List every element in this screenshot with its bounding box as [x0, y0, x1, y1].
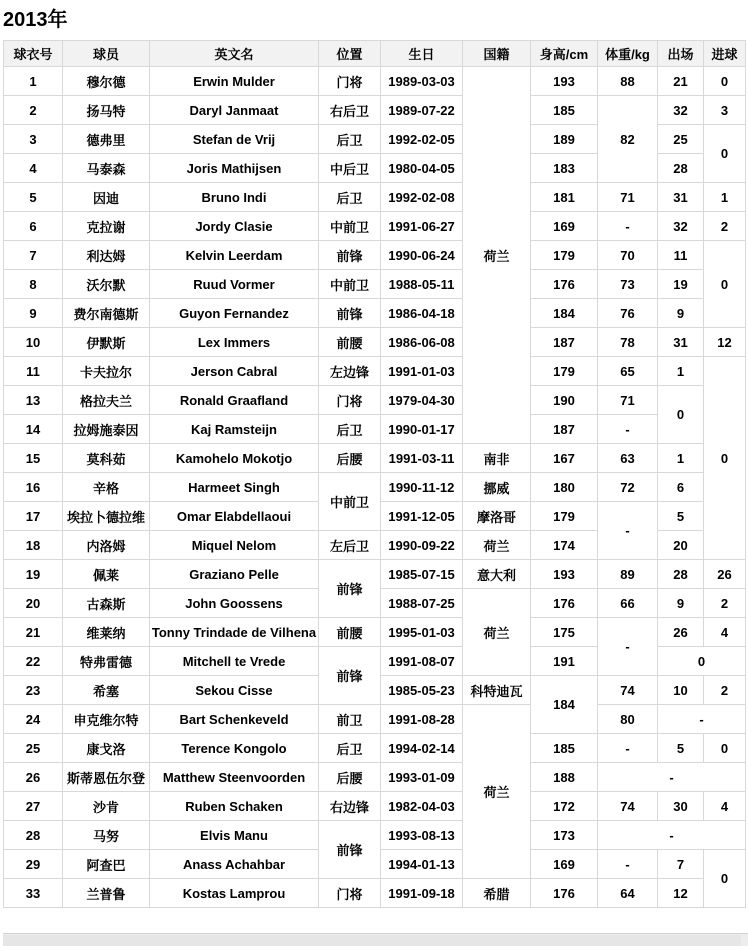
table-cell: 0	[658, 647, 746, 676]
table-cell: Matthew Steenvoorden	[150, 763, 319, 792]
table-cell: 88	[598, 67, 658, 96]
table-cell: Harmeet Singh	[150, 473, 319, 502]
table-cell: 20	[658, 531, 704, 560]
table-cell: Joris Mathijsen	[150, 154, 319, 183]
table-cell: 1	[4, 67, 63, 96]
table-cell: 左边锋	[319, 357, 381, 386]
table-cell: 1979-04-30	[381, 386, 463, 415]
table-cell: 26	[658, 618, 704, 647]
table-cell: 摩洛哥	[463, 502, 531, 531]
table-row	[4, 879, 746, 908]
table-cell: 中前卫	[319, 473, 381, 531]
table-cell: 左后卫	[319, 531, 381, 560]
table-cell: 沃尔默	[63, 270, 150, 299]
table-cell: 73	[598, 270, 658, 299]
table-cell: Kostas Lamprou	[150, 879, 319, 908]
table-cell: Sekou Cisse	[150, 676, 319, 705]
table-row	[4, 763, 746, 792]
table-cell: 1990-11-12	[381, 473, 463, 502]
table-cell: 前腰	[319, 618, 381, 647]
table-cell: Bart Schenkeveld	[150, 705, 319, 734]
table-row	[4, 183, 746, 212]
table-cell: 荷兰	[463, 705, 531, 879]
table-cell: 7	[658, 850, 704, 879]
table-cell: 1992-02-05	[381, 125, 463, 154]
table-cell: 31	[658, 328, 704, 357]
table-cell: 卡夫拉尔	[63, 357, 150, 386]
table-cell: 1991-06-27	[381, 212, 463, 241]
table-cell: Ruud Vormer	[150, 270, 319, 299]
table-cell: -	[598, 734, 658, 763]
table-cell: 扬马特	[63, 96, 150, 125]
table-cell: 1993-08-13	[381, 821, 463, 850]
table-cell: 74	[598, 676, 658, 705]
table-cell: Elvis Manu	[150, 821, 319, 850]
table-cell: 185	[531, 734, 598, 763]
horizontal-scrollbar-thumb[interactable]	[3, 935, 741, 946]
table-cell: 26	[4, 763, 63, 792]
col-header-goals: 进球	[704, 41, 746, 67]
table-cell: 1991-01-03	[381, 357, 463, 386]
table-row	[4, 705, 746, 734]
table-cell: -	[658, 705, 746, 734]
table-cell: 18	[4, 531, 63, 560]
table-cell: 前卫	[319, 705, 381, 734]
table-cell: 14	[4, 415, 63, 444]
table-cell: 1982-04-03	[381, 792, 463, 821]
table-cell: 荷兰	[463, 67, 531, 444]
table-cell: 1989-03-03	[381, 67, 463, 96]
table-cell: 8	[4, 270, 63, 299]
table-cell: 176	[531, 879, 598, 908]
table-cell: 伊默斯	[63, 328, 150, 357]
table-cell: 0	[704, 241, 746, 328]
table-cell: 181	[531, 183, 598, 212]
table-cell: 德弗里	[63, 125, 150, 154]
table-cell: 康戈洛	[63, 734, 150, 763]
table-cell: 1991-08-07	[381, 647, 463, 676]
table-cell: 184	[531, 299, 598, 328]
table-cell: 70	[598, 241, 658, 270]
table-cell: 前锋	[319, 560, 381, 618]
table-row	[4, 560, 746, 589]
table-row	[4, 444, 746, 473]
table-cell: 82	[598, 96, 658, 183]
table-cell: 内洛姆	[63, 531, 150, 560]
table-cell: 阿查巴	[63, 850, 150, 879]
table-cell: 89	[598, 560, 658, 589]
table-cell: 78	[598, 328, 658, 357]
table-cell: 克拉谢	[63, 212, 150, 241]
col-header-birthday: 生日	[381, 41, 463, 67]
table-cell: 185	[531, 96, 598, 125]
table-header-row	[4, 41, 746, 67]
horizontal-scrollbar[interactable]	[3, 933, 748, 946]
table-cell: 184	[531, 676, 598, 734]
squad-roster-table	[3, 40, 746, 908]
table-cell: 76	[598, 299, 658, 328]
table-cell: 80	[598, 705, 658, 734]
table-cell: -	[598, 821, 746, 850]
table-cell: 4	[704, 792, 746, 821]
table-cell: 1991-08-28	[381, 705, 463, 734]
table-cell: 24	[4, 705, 63, 734]
table-cell: 190	[531, 386, 598, 415]
table-cell: 因迪	[63, 183, 150, 212]
table-cell: 30	[658, 792, 704, 821]
table-cell: 1992-02-08	[381, 183, 463, 212]
table-cell: 门将	[319, 67, 381, 96]
table-cell: 1986-04-18	[381, 299, 463, 328]
table-cell: Graziano Pelle	[150, 560, 319, 589]
table-cell: 后卫	[319, 125, 381, 154]
table-row	[4, 67, 746, 96]
table-cell: -	[598, 212, 658, 241]
table-cell: 167	[531, 444, 598, 473]
table-cell: 191	[531, 647, 598, 676]
table-cell: 21	[658, 67, 704, 96]
table-cell: John Goossens	[150, 589, 319, 618]
table-cell: Terence Kongolo	[150, 734, 319, 763]
table-cell: 后腰	[319, 763, 381, 792]
table-cell: 1985-05-23	[381, 676, 463, 705]
table-cell: 11	[658, 241, 704, 270]
table-cell: 175	[531, 618, 598, 647]
table-cell: 189	[531, 125, 598, 154]
table-header	[4, 41, 746, 67]
table-cell: 荷兰	[463, 589, 531, 676]
table-cell: 4	[704, 618, 746, 647]
table-cell: 1989-07-22	[381, 96, 463, 125]
table-cell: 29	[4, 850, 63, 879]
table-cell: 1990-09-22	[381, 531, 463, 560]
table-cell: 拉姆施泰因	[63, 415, 150, 444]
table-cell: Ronald Graafland	[150, 386, 319, 415]
table-cell: 费尔南德斯	[63, 299, 150, 328]
col-header-appearances: 出场	[658, 41, 704, 67]
table-cell: Omar Elabdellaoui	[150, 502, 319, 531]
table-cell: 中前卫	[319, 212, 381, 241]
table-row	[4, 357, 746, 386]
table-cell: 179	[531, 502, 598, 531]
table-cell: 古森斯	[63, 589, 150, 618]
table-cell: -	[598, 850, 658, 879]
table-cell: 13	[4, 386, 63, 415]
table-cell: 挪威	[463, 473, 531, 502]
table-cell: 64	[598, 879, 658, 908]
table-cell: 佩莱	[63, 560, 150, 589]
table-cell: 183	[531, 154, 598, 183]
col-header-player: 球员	[63, 41, 150, 67]
table-cell: 74	[598, 792, 658, 821]
table-cell: 沙肯	[63, 792, 150, 821]
table-cell: 9	[658, 589, 704, 618]
table-cell: 2	[704, 212, 746, 241]
table-cell: Jordy Clasie	[150, 212, 319, 241]
table-cell: 兰普鲁	[63, 879, 150, 908]
table-cell: 1988-07-25	[381, 589, 463, 618]
table-cell: 17	[4, 502, 63, 531]
table-cell: -	[598, 618, 658, 676]
col-header-nationality: 国籍	[463, 41, 531, 67]
table-row	[4, 270, 746, 299]
table-cell: 前锋	[319, 821, 381, 879]
table-row	[4, 618, 746, 647]
table-row	[4, 212, 746, 241]
table-cell: 南非	[463, 444, 531, 473]
table-cell: 19	[658, 270, 704, 299]
table-row	[4, 328, 746, 357]
table-cell: 格拉夫兰	[63, 386, 150, 415]
table-cell: 希腊	[463, 879, 531, 908]
table-cell: 维莱纳	[63, 618, 150, 647]
table-cell: 门将	[319, 386, 381, 415]
table-cell: 179	[531, 357, 598, 386]
table-cell: 埃拉卜德拉维	[63, 502, 150, 531]
table-cell: Guyon Fernandez	[150, 299, 319, 328]
table-cell: 门将	[319, 879, 381, 908]
table-cell: 莫科茹	[63, 444, 150, 473]
table-cell: 右后卫	[319, 96, 381, 125]
table-row	[4, 386, 746, 415]
table-cell: 前锋	[319, 647, 381, 705]
table-cell: 174	[531, 531, 598, 560]
table-cell: 1	[658, 444, 704, 473]
table-cell: 科特迪瓦	[463, 676, 531, 705]
table-cell: 12	[704, 328, 746, 357]
col-header-weight: 体重/kg	[598, 41, 658, 67]
table-cell: 穆尔德	[63, 67, 150, 96]
col-header-height: 身高/cm	[531, 41, 598, 67]
table-cell: 12	[658, 879, 704, 908]
table-row	[4, 473, 746, 502]
table-cell: 1994-01-13	[381, 850, 463, 879]
table-cell: 后卫	[319, 183, 381, 212]
table-cell: 10	[4, 328, 63, 357]
table-cell: 后腰	[319, 444, 381, 473]
table-cell: Lex Immers	[150, 328, 319, 357]
table-row	[4, 299, 746, 328]
table-cell: 27	[4, 792, 63, 821]
table-cell: 3	[704, 96, 746, 125]
table-cell: 187	[531, 328, 598, 357]
table-cell: Ruben Schaken	[150, 792, 319, 821]
col-header-position: 位置	[319, 41, 381, 67]
table-cell: 后卫	[319, 734, 381, 763]
table-row	[4, 821, 746, 850]
table-row	[4, 792, 746, 821]
table-cell: 斯蒂恩伍尔登	[63, 763, 150, 792]
table-cell: 马努	[63, 821, 150, 850]
table-cell: 5	[658, 502, 704, 531]
table-cell: 0	[704, 67, 746, 96]
table-cell: 187	[531, 415, 598, 444]
table-cell: 32	[658, 96, 704, 125]
table-cell: Tonny Trindade de Vilhena	[150, 618, 319, 647]
table-cell: 辛格	[63, 473, 150, 502]
table-cell: Jerson Cabral	[150, 357, 319, 386]
table-cell: 31	[658, 183, 704, 212]
table-cell: 0	[704, 125, 746, 183]
table-cell: 0	[704, 734, 746, 763]
table-cell: 11	[4, 357, 63, 386]
table-cell: 前锋	[319, 299, 381, 328]
table-cell: 右边锋	[319, 792, 381, 821]
table-cell: 65	[598, 357, 658, 386]
table-cell: 25	[4, 734, 63, 763]
table-cell: 2	[704, 589, 746, 618]
table-row	[4, 241, 746, 270]
col-header-english-name: 英文名	[150, 41, 319, 67]
table-cell: Stefan de Vrij	[150, 125, 319, 154]
table-cell: 179	[531, 241, 598, 270]
table-cell: 5	[4, 183, 63, 212]
table-cell: 22	[4, 647, 63, 676]
table-cell: 1994-02-14	[381, 734, 463, 763]
table-cell: Mitchell te Vrede	[150, 647, 319, 676]
table-cell: 7	[4, 241, 63, 270]
table-cell: Daryl Janmaat	[150, 96, 319, 125]
table-cell: 9	[658, 299, 704, 328]
table-cell: 63	[598, 444, 658, 473]
table-cell: 申克维尔特	[63, 705, 150, 734]
table-cell: 23	[4, 676, 63, 705]
col-header-jersey-number: 球衣号	[4, 41, 63, 67]
roster-table-body	[4, 67, 746, 908]
table-cell: 176	[531, 589, 598, 618]
table-cell: 意大利	[463, 560, 531, 589]
table-cell: 2	[4, 96, 63, 125]
table-cell: -	[598, 415, 658, 444]
table-cell: 1990-01-17	[381, 415, 463, 444]
table-cell: 16	[4, 473, 63, 502]
table-cell: 马泰森	[63, 154, 150, 183]
table-cell: Kaj Ramsteijn	[150, 415, 319, 444]
table-cell: 6	[4, 212, 63, 241]
table-cell: 1991-12-05	[381, 502, 463, 531]
table-cell: Kelvin Leerdam	[150, 241, 319, 270]
table-cell: 20	[4, 589, 63, 618]
table-cell: 32	[658, 212, 704, 241]
table-cell: 66	[598, 589, 658, 618]
table-cell: 169	[531, 850, 598, 879]
table-cell: 1980-04-05	[381, 154, 463, 183]
table-cell: 荷兰	[463, 531, 531, 560]
table-cell: 希塞	[63, 676, 150, 705]
table-cell: 前锋	[319, 241, 381, 270]
table-cell: 9	[4, 299, 63, 328]
table-cell: Miquel Nelom	[150, 531, 319, 560]
table-cell: Erwin Mulder	[150, 67, 319, 96]
table-cell: 中后卫	[319, 154, 381, 183]
table-cell: 0	[704, 357, 746, 560]
table-cell: 21	[4, 618, 63, 647]
table-row	[4, 734, 746, 763]
table-cell: 特弗雷德	[63, 647, 150, 676]
table-cell: 前腰	[319, 328, 381, 357]
table-cell: 28	[4, 821, 63, 850]
table-cell: 188	[531, 763, 598, 792]
table-cell: 19	[4, 560, 63, 589]
table-cell: -	[598, 502, 658, 560]
table-cell: 1	[704, 183, 746, 212]
table-cell: Kamohelo Mokotjo	[150, 444, 319, 473]
table-cell: 5	[658, 734, 704, 763]
table-cell: 6	[658, 473, 704, 502]
table-cell: Bruno Indi	[150, 183, 319, 212]
table-cell: 1988-05-11	[381, 270, 463, 299]
table-cell: 1993-01-09	[381, 763, 463, 792]
table-cell: 3	[4, 125, 63, 154]
table-cell: 33	[4, 879, 63, 908]
table-cell: 0	[704, 850, 746, 908]
table-cell: 4	[4, 154, 63, 183]
table-cell: 0	[658, 386, 704, 444]
table-cell: 180	[531, 473, 598, 502]
table-cell: 173	[531, 821, 598, 850]
table-cell: 后卫	[319, 415, 381, 444]
table-cell: 1990-06-24	[381, 241, 463, 270]
table-row	[4, 96, 746, 125]
table-cell: 28	[658, 560, 704, 589]
table-cell: 193	[531, 560, 598, 589]
table-row	[4, 415, 746, 444]
table-cell: 71	[598, 183, 658, 212]
table-cell: 176	[531, 270, 598, 299]
table-cell: 1991-03-11	[381, 444, 463, 473]
table-cell: 10	[658, 676, 704, 705]
table-cell: 利达姆	[63, 241, 150, 270]
table-cell: 1	[658, 357, 704, 386]
table-cell: 2	[704, 676, 746, 705]
table-cell: 1985-07-15	[381, 560, 463, 589]
table-cell: 193	[531, 67, 598, 96]
table-cell: 中前卫	[319, 270, 381, 299]
table-cell: 71	[598, 386, 658, 415]
table-cell: 28	[658, 154, 704, 183]
page-title: 2013年	[3, 9, 68, 31]
table-cell: 26	[704, 560, 746, 589]
table-cell: 1991-09-18	[381, 879, 463, 908]
table-cell: 172	[531, 792, 598, 821]
table-cell: 1986-06-08	[381, 328, 463, 357]
table-cell: 25	[658, 125, 704, 154]
table-cell: 169	[531, 212, 598, 241]
table-cell: 1995-01-03	[381, 618, 463, 647]
table-cell: 15	[4, 444, 63, 473]
table-cell: -	[598, 763, 746, 792]
table-cell: Anass Achahbar	[150, 850, 319, 879]
table-cell: 72	[598, 473, 658, 502]
